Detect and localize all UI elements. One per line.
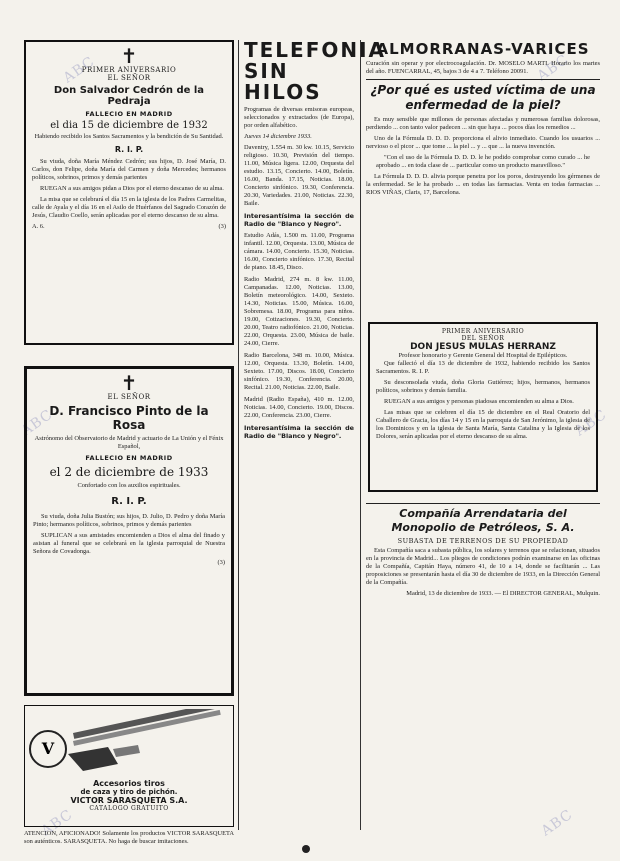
family-list: Su viuda, doña María Méndez Cedrón; sus hijos, D. José María, D. Carlos, don Felipe, doña María del Carmen y doña Mercedes; hermanos políticos, sobrinos, primos y demás parientes <box>32 158 226 181</box>
prayer-request: SUPLICAN a sus amistades encomienden a Dios el alma del finado y asistan al funeral que se celebrará en la iglesia parroquial de Nuestra Señora de Covadonga. <box>33 532 225 555</box>
article-paragraph: La Fórmula D. D. D. alivia porque penetra por los poros, destruyendo los gérmenes de la enfermedad. Se le ha probado ... en todas las farmacias. Venta en todas farmacias ... RIOS VIÑAS, Claris, 17, Barcelona. <box>366 173 600 196</box>
prayer-request: RUEGAN a sus amigos y personas piadosas encomienden su alma a Dios. <box>384 398 574 405</box>
article-paragraph: Es muy sensible que millones de personas afectadas y numerosas familias dolorosas, perdiendo ... con tanto valor padecen ... sin que haya ... pocos días los remedios ... <box>366 116 600 131</box>
radio-column <box>244 38 387 444</box>
family-list: Su viuda, doña Julia Bustón; sus hijos, D. Julio, D. Pedro y doña María Pinto; hermanos políticos, sobrinos, primos y demás parientes <box>33 513 225 528</box>
ad-reference: A. 6. <box>32 223 45 230</box>
column-rule <box>360 40 361 830</box>
anniversary-heading: PRIMER ANIVERSARIO <box>441 328 525 335</box>
company-title: Compañía Arrendataria del Monopolio de Petróleos, S. A. <box>391 507 575 534</box>
watermark: ABC <box>534 51 572 85</box>
deceased-name: D. Francisco Pinto de la Rosa <box>49 404 209 432</box>
death-place: FALLECIO EN MADRID <box>85 110 173 118</box>
page-ornament <box>302 845 310 853</box>
rip-text: R. I. P. <box>111 496 147 507</box>
company-footer: Madrid, 13 de diciembre de 1933. — El DIRECTOR GENERAL, Mulquin. <box>406 590 600 597</box>
sacraments-note: Confortado con los auxilios espirituales. <box>77 482 181 489</box>
ad-line-1: Accesorios tiros <box>93 779 165 788</box>
radio-listings <box>244 144 354 440</box>
company-notice <box>366 500 600 598</box>
radio-title-2: SIN HILOS <box>244 59 322 104</box>
shop-name: VICTOR SARASQUETA S.A. <box>70 796 188 805</box>
medical-intro: Curación sin operar y por electrocoagulación. Dr. MOSELO MARTI. Horario los martes del año. FUENCARRAL, 45, bajos 3 de 4 a 7. Teléfono 20091. <box>366 60 600 75</box>
ad-number: (3) <box>217 559 225 566</box>
cross-icon: ✝ <box>120 44 138 68</box>
obituary-jesus-mulas <box>368 322 598 492</box>
radio-date: Jueves 14 diciembre 1933. <box>244 133 312 140</box>
watermark: ABC <box>60 53 98 87</box>
section-footer: Interesantísima la sección de Radio de "Blanco y Negro". <box>244 424 354 440</box>
obituary-salvador-cedron <box>24 40 234 345</box>
deceased-role: Astrónomo del Observatorio de Madrid y actuario de La Unión y el Fénix Español, <box>34 435 224 450</box>
sacraments-note: Habiendo recibido los Santos Sacramentos y la bendición de Su Santidad. <box>34 133 224 140</box>
obituary-francisco-pinto <box>24 366 234 696</box>
ad-number: (3) <box>218 223 226 230</box>
catalog-note: CATALOGO GRATUITO <box>89 805 169 812</box>
death-date: Que falleció el día 13 de diciembre de 1932, habiendo recibido los Santos Sacramentos. R. I. P. <box>376 360 590 375</box>
prayer-request: RUEGAN a sus amigos pidan a Dios por el eterno descanso de su alma. <box>40 185 224 192</box>
list-item: Daventry, 1.554 m. 30 kw. 10.15, Servicio religioso. 10.30, Previsión del tiempo. 11.00, Música ligera. 12.00, Orquesta del estudio. 13.15, Concierto. 14.00, Boletín. 16.00, Banda. 17.15, Noticias. 18.00, Concierto sinfónico. 19.30, Conferencia. 20.30, Variedades. 21.00, Noticias. 22.30, Baile. <box>244 144 354 207</box>
deceased-role: Profesor honorario y Gerente General del Hospital de Epilépticos. <box>398 352 568 359</box>
obituary-subtitle: EL SEÑOR <box>107 393 151 401</box>
watermark: ABC <box>38 806 76 840</box>
obituary-subtitle: DEL SEÑOR <box>461 335 505 342</box>
radio-title-1: TELEFONIA <box>244 38 387 62</box>
list-item: Radio Barcelona, 348 m. 10.00, Música. 12.00, Orquesta. 13.30, Boletín. 14.00, Sexteto. 17.00, Discos. 18.00, Concierto sinfónico. 19.30, Conferencia. 20.00, Recital. 21.00, Noticias. 22.00, Baile. <box>244 352 354 391</box>
medical-column <box>366 40 600 200</box>
list-item: Madrid (Radio España), 410 m. 12.00, Noticias. 14.00, Concierto. 19.00, Discos. 22.00, Conferencia. 23.00, Cierre. <box>244 396 354 419</box>
deceased-name: Don Salvador Cedrón de la Pedraja <box>53 85 205 107</box>
column-rule <box>238 40 239 830</box>
anniversary-heading: PRIMER ANIVERSARIO <box>81 66 177 74</box>
list-item: Radio Madrid, 274 m. 8 kw. 11.00, Campanadas. 12.00, Noticias. 13.00, Boletín meteorológico. 14.00, Sexteto. 14.30, Noticias. 15.00, Música. 16.00, Sobremesa. 18.00, Programa para niños. 19.00, Cotizaciones. 19.30, Concierto. 20.00, Teatro radiofónico. 21.00, Noticias. 22.00, Orquesta. 23.00, Música de baile. 24.00, Cierre. <box>244 276 354 347</box>
death-place: FALLECIO EN MADRID <box>85 454 173 462</box>
gun-ad-footer: ATENCION, AFICIONADO! Solamente los productos VICTOR SARASQUETA son auténticos. SARASQUETA. No haga de buscar imitaciones. <box>24 830 234 845</box>
section-heading: Interesantísima la sección de Radio de "Blanco y Negro". <box>244 212 354 228</box>
watermark: ABC <box>572 406 610 440</box>
medical-title: ALMORRANAS-VARICES <box>376 40 590 58</box>
company-subtitle: SUBASTA DE TERRENOS DE SU PROPIEDAD <box>397 537 569 545</box>
mass-notice: Las misas que se celebren el día 15 de diciembre en el Real Oratorio del Caballero de Gracia, los días 14 y 15 en la parroquia de San Jerónimo, la iglesia de los Dominicos y en la iglesia de Santa María, Santa Catalina y la Iglesia de los Dolores, serán aplicadas por el eterno descanso de su alma. <box>376 409 590 440</box>
article-paragraph: Uno de la Fórmula D. D. D. proporciona el alivio inmediato. Cuando los usuarios ... nervioso o el picor ... que tome ... la piel ... y ... que ... la nueva invención. <box>366 135 600 150</box>
ad-line-2: de caza y tiro de pichón. <box>80 788 178 796</box>
radio-intro: Programas de diversas emisoras europeas, seleccionados y extractados (de Europa), por orden alfabético. <box>244 106 354 129</box>
testimonial-quote: "Con el uso de la Fórmula D. D. D. le he podido comprobar como curado ... he aprobado ... en toda clase de ... particular como un producto maravilloso." <box>376 154 590 169</box>
family-list: Su desconsolada viuda, doña Gloria Gutiérrez; hijos, hermanos, hermanos políticos, sobrinos y demás familia. <box>376 379 590 394</box>
list-item: Estudio Adás, 1.500 m. 11.00, Programa infantil. 12.00, Orquesta. 13.00, Música de cámara. 14.00, Concierto. 15.30, Noticias. 16.00, Concierto sinfónico. 17.30, Recital de piano. 18.45, Disco. <box>244 232 354 271</box>
gun-advertisement <box>24 705 234 827</box>
company-body: Esta Compañía saca a subasta pública, los solares y terrenos que se relacionan, situados en la provincia de Madrid... Los pliegos de condiciones podrán examinarse en las oficinas de la Compañía, Capitán Haya, número 41, de 10 a 14, donde se facilitarán ... Las proposiciones se presentarán hasta el día 30 de diciembre de 1933, en la Dirección General de la Compañía. <box>366 547 600 586</box>
svg-text:V: V <box>41 739 55 758</box>
deceased-name: DON JESUS MULAS HERRANZ <box>410 342 556 352</box>
obituary-subtitle: EL SEÑOR <box>107 74 151 82</box>
watermark: ABC <box>18 406 56 440</box>
mass-notice: La misa que se celebrará el día 15 en la iglesia de los Padres Carmelitas, calle de Ayala y el día 16 en el Asilo de Huérfanos del Sagrado Corazón de Jesús, Claudio Coello, serán aplicadas por el eterno descanso de su alma. <box>32 196 226 219</box>
watermark: ABC <box>538 806 576 840</box>
death-date: el 2 de diciembre de 1933 <box>49 465 209 479</box>
skin-question: ¿Por qué es usted víctima de una enfermedad de la piel? <box>370 83 596 112</box>
rip-text: R. I. P. <box>114 145 144 154</box>
shotgun-illustration <box>28 709 228 779</box>
cross-icon: ✝ <box>120 371 138 395</box>
death-date: el dia 15 de diciembre de 1932 <box>50 120 208 131</box>
